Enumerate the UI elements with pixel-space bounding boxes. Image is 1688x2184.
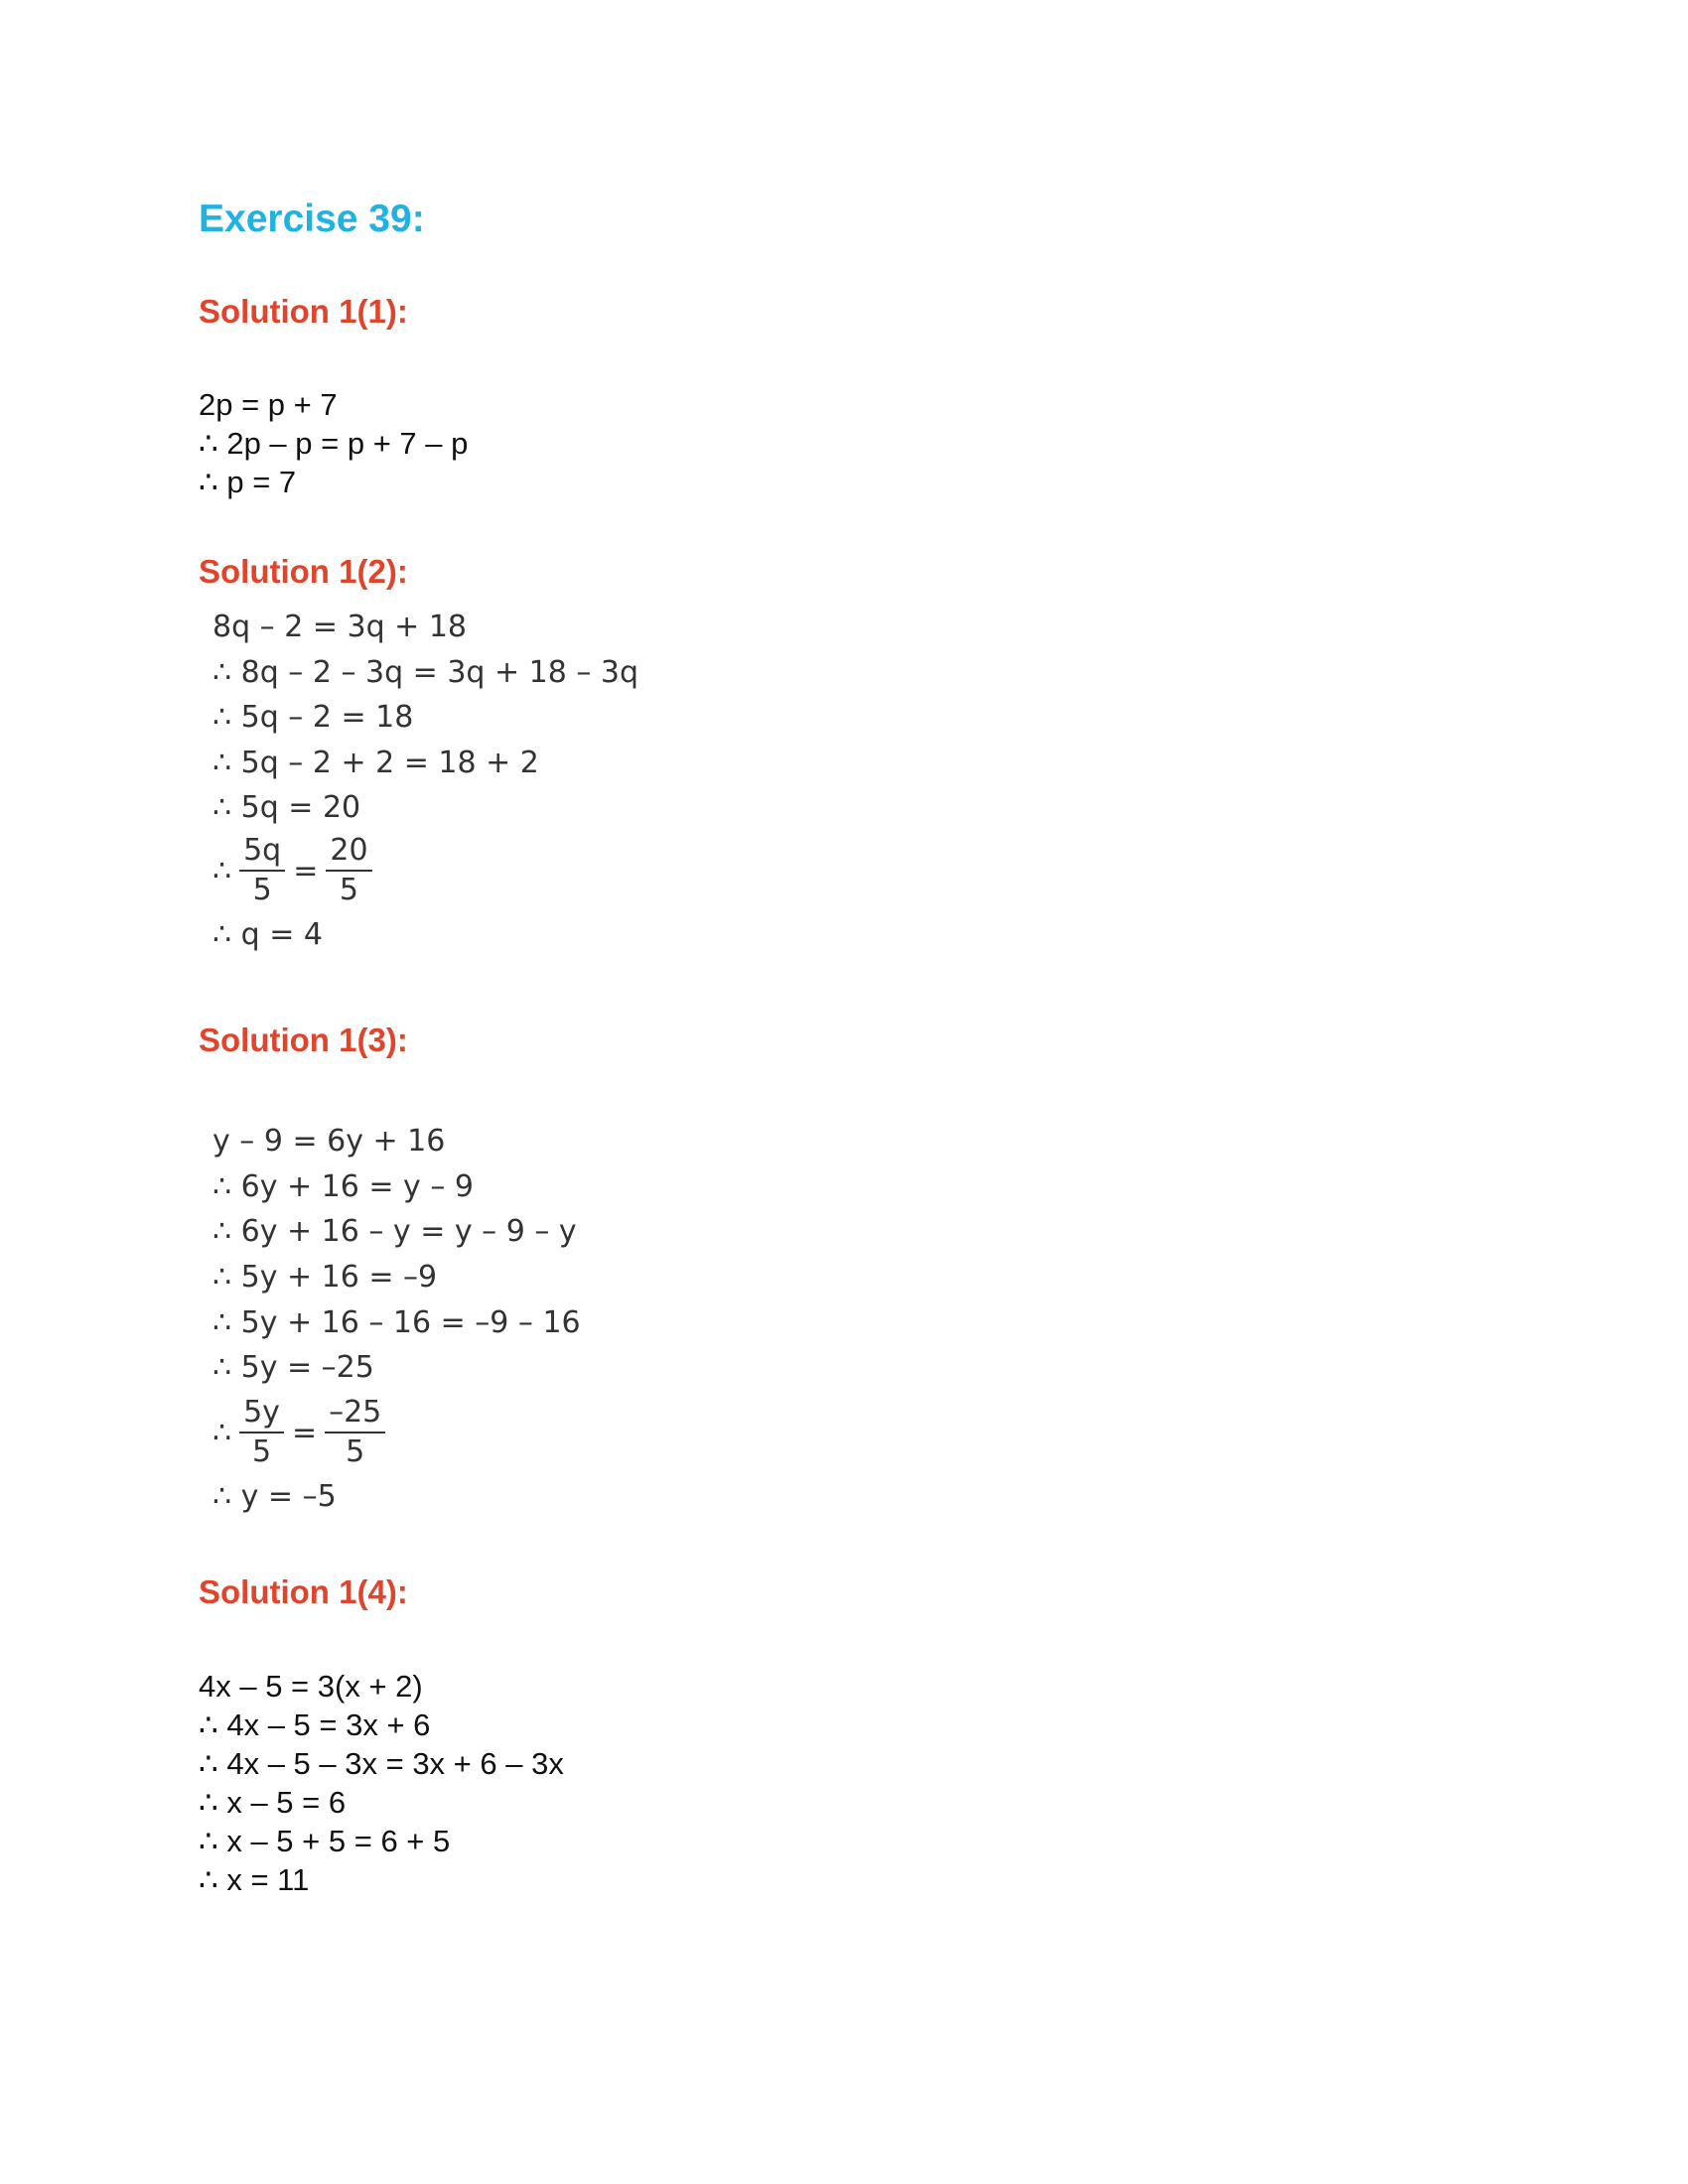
solution-1-3-line: ∴ 5y = –25 xyxy=(212,1350,374,1385)
solution-1-3-final: ∴ y = –5 xyxy=(212,1479,337,1514)
numerator: –25 xyxy=(325,1394,385,1433)
solution-1-4-line: ∴ x – 5 + 5 = 6 + 5 xyxy=(199,1824,451,1858)
solution-1-2-line: ∴ 8q – 2 – 3q = 3q + 18 – 3q xyxy=(212,655,639,690)
solution-1-4-line: ∴ x = 11 xyxy=(199,1862,310,1897)
solution-1-4-line: 4x – 5 = 3(x + 2) xyxy=(199,1669,423,1704)
solution-1-3-line: ∴ 6y + 16 = y – 9 xyxy=(212,1169,474,1204)
therefore-symbol: ∴ xyxy=(212,853,232,888)
numerator: 20 xyxy=(326,832,371,872)
lhs-fraction xyxy=(239,832,285,909)
solution-1-4-heading: Solution 1(4): xyxy=(199,1573,408,1610)
numerator: 5q xyxy=(239,832,285,872)
denominator: 5 xyxy=(252,873,272,907)
solution-1-3-line: y – 9 = 6y + 16 xyxy=(212,1124,446,1159)
solution-1-2-line: ∴ 5q – 2 = 18 xyxy=(212,700,414,735)
solution-1-1-heading: Solution 1(1): xyxy=(199,293,408,330)
solution-1-2-fraction-line xyxy=(212,832,372,909)
therefore-symbol: ∴ xyxy=(212,1415,232,1450)
solution-1-1-line: ∴ p = 7 xyxy=(199,465,297,499)
rhs-fraction xyxy=(325,1394,385,1471)
lhs-fraction xyxy=(239,1394,284,1471)
equals-sign: = xyxy=(291,1415,318,1450)
solution-1-2-final: ∴ q = 4 xyxy=(212,917,323,952)
solution-1-3-line: ∴ 5y + 16 – 16 = –9 – 16 xyxy=(212,1305,581,1340)
solution-1-4-line: ∴ 4x – 5 = 3x + 6 xyxy=(199,1707,431,1742)
solution-1-3-heading: Solution 1(3): xyxy=(199,1022,408,1058)
solution-1-3-fraction-line xyxy=(212,1394,385,1471)
equals-sign: = xyxy=(293,853,319,888)
denominator: 5 xyxy=(346,1434,365,1469)
rhs-fraction xyxy=(326,832,371,909)
solution-1-2-line: 8q – 2 = 3q + 18 xyxy=(212,610,468,644)
denominator: 5 xyxy=(339,873,359,907)
denominator: 5 xyxy=(251,1434,272,1469)
solution-1-3-line: ∴ 5y + 16 = –9 xyxy=(212,1260,438,1295)
solution-1-3-line: ∴ 6y + 16 – y = y – 9 – y xyxy=(212,1214,577,1249)
solution-1-2-line: ∴ 5q = 20 xyxy=(212,790,361,825)
solution-1-4-line: ∴ x – 5 = 6 xyxy=(199,1785,347,1820)
exercise-title: Exercise 39: xyxy=(199,198,425,240)
solution-1-1-line: ∴ 2p – p = p + 7 – p xyxy=(199,426,469,461)
solution-1-4-line: ∴ 4x – 5 – 3x = 3x + 6 – 3x xyxy=(199,1746,564,1781)
numerator: 5y xyxy=(239,1394,284,1433)
solution-1-2-line: ∴ 5q – 2 + 2 = 18 + 2 xyxy=(212,746,539,780)
solution-1-2-heading: Solution 1(2): xyxy=(199,553,408,590)
solution-1-1-line: 2p = p + 7 xyxy=(199,387,338,422)
